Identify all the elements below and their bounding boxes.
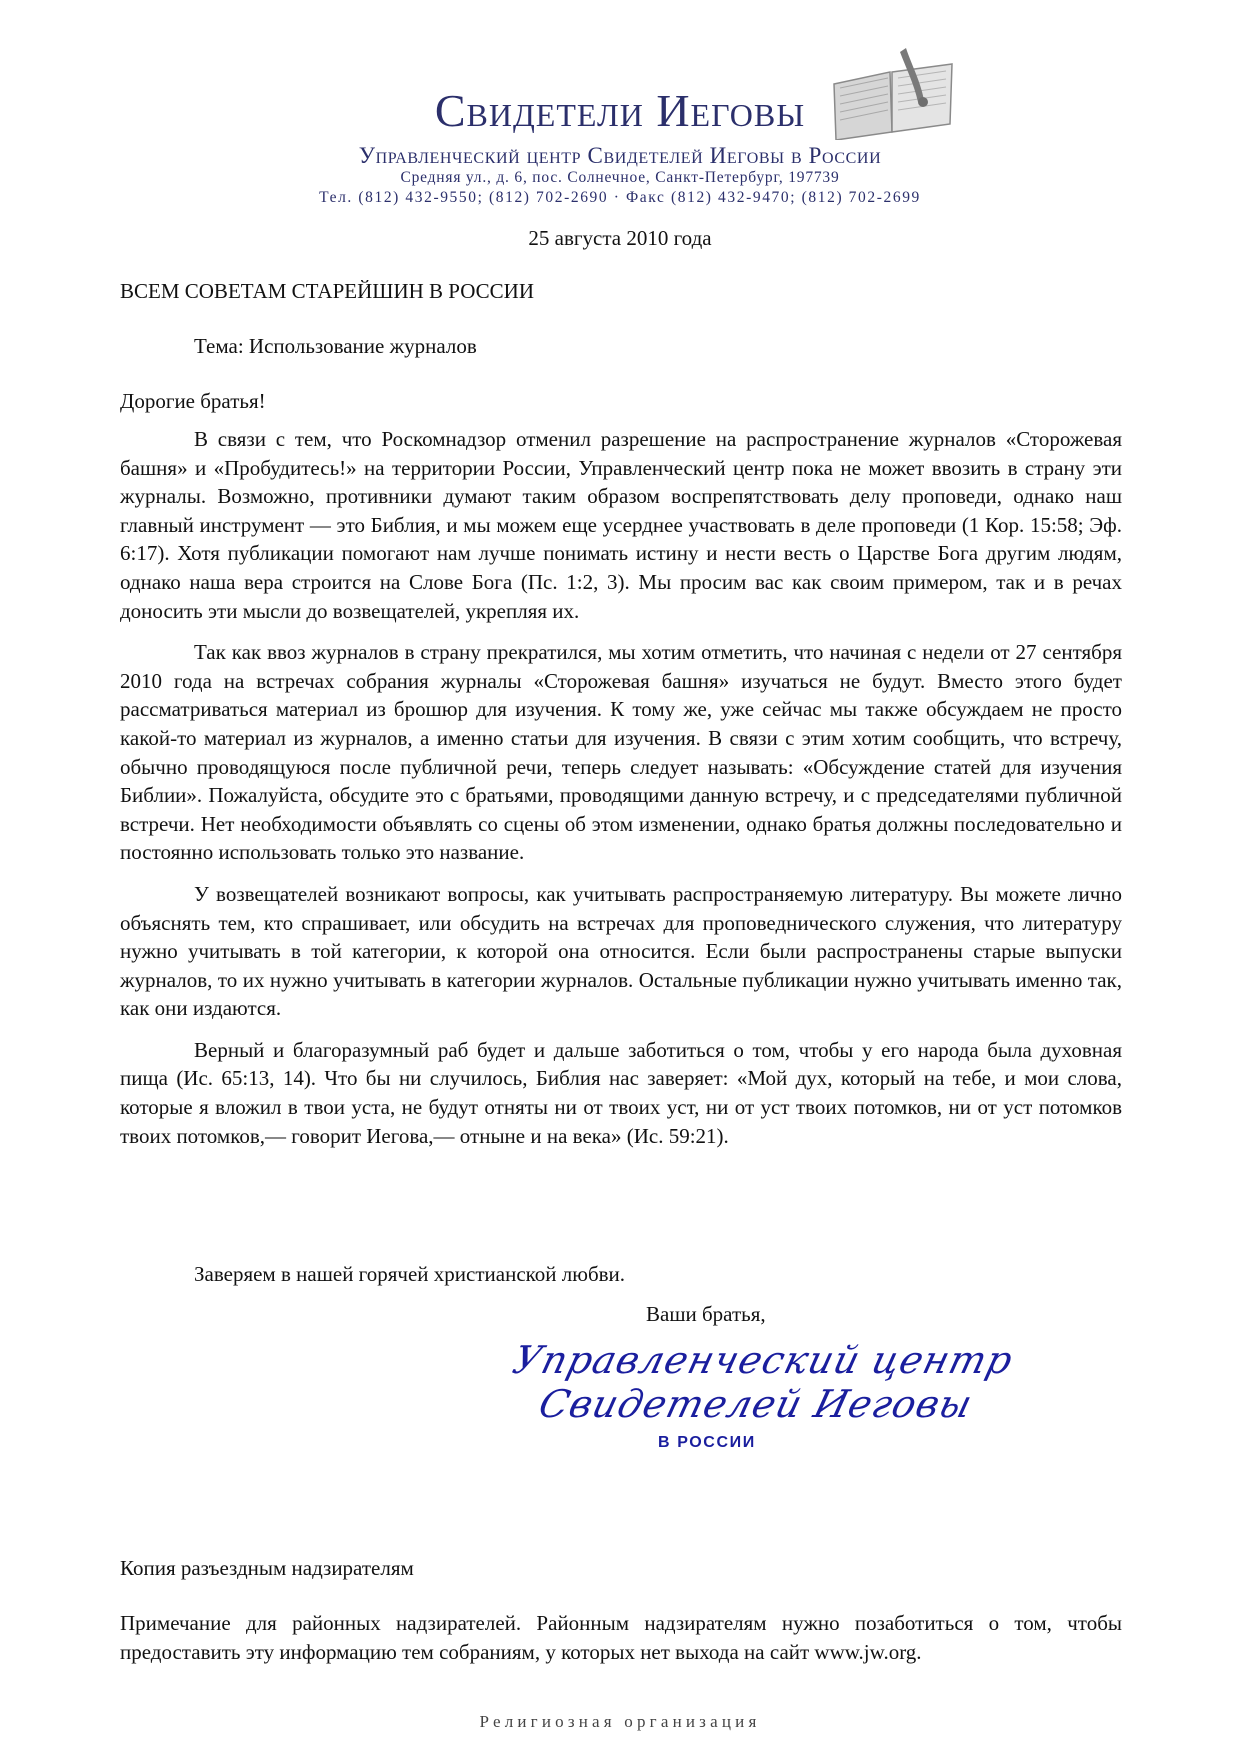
- letter-recipients: ВСЕМ СОВЕТАМ СТАРЕЙШИН В РОССИИ: [120, 279, 534, 303]
- body-paragraph: Верный и благоразумный раб будет и дальше заботиться о том, чтобы у его народа была духовная пища (Ис. 65:13, 14). Что бы ни случилось, Библия нас заверяет: «Мой дух, который на тебе, и мои слова, которые я вложил в твои уста, не будут отняты ни от твоих уст, ни от уст твоих потомков, ни от уст потомков твоих потомков,— говорит Иегова,— отныне и на века» (Ис. 59:21).: [120, 1037, 1122, 1148]
- letter-date: 25 августа 2010 года: [528, 226, 712, 250]
- letter-sign-off: Ваши братья,: [646, 1302, 766, 1326]
- open-bible-icon: [828, 44, 958, 140]
- body-paragraph: В связи с тем, что Роскомнадзор отменил разрешение на распространение журналов «Сторожевая башня» и «Пробудитесь!» на территории России, Управленческий центр пока не может ввозить в страну эти журналы. Возможно, противники думают таким образом воспрепятствовать делу проповеди, однако наш главный инструмент — это Библия, и мы можем еще усерднее участвовать в деле проповеди (1 Кор. 15:58; Эф. 6:17). Хотя публикации помогают нам лучше понимать истину и нести весть о Царстве Бога другим людям, однако наша вера строится на Слове Бога (Пс. 1:2, 3). Мы просим вас как своим примером, так и в речах доносить эти мысли до возвещателей, укрепляя их.: [120, 427, 1122, 623]
- body-paragraph: Так как ввоз журналов в страну прекратился, мы хотим отметить, что начиная с недели от 27 сентября 2010 года на встречах собрания журналы «Сторожевая башня» изучаться не будут. Вместо этого будет рассматриваться материал из брошюр для изучения. К тому же, уже сейчас мы также обсуждаем не просто какой-то материал из журналов, а именно статьи для изучения. В связи с этим хотим сообщить, что встречу, обычно проводящуюся после публичной речи, теперь следует называть: «Обсуждение статей для изучения Библии». Пожалуйста, обсудите это с братьями, проводящими данную встречу, и с председателями публичной встречи. Нет необходимости объявлять со сцены об этом изменении, однако братья должны последовательно и постоянно использовать только это название.: [120, 640, 1122, 865]
- signature-line: Управленческий центр: [508, 1338, 1018, 1382]
- copy-note: Копия разъездным надзирателям: [120, 1556, 414, 1580]
- overseer-footnote: Примечание для районных надзирателей. Районным надзирателям нужно позаботиться о том, чтобы предоставить эту информацию тем собраниям, у которых нет выхода на сайт www.jw.org.: [120, 1611, 1122, 1664]
- letterhead-subtitle: Управленческий центр Свидетелей Иеговы в России: [358, 143, 882, 168]
- page-footer: Религиозная организация: [479, 1712, 761, 1731]
- letter-closing: Заверяем в нашей горячей христианской любви.: [194, 1262, 626, 1286]
- letter-subject: Тема: Использование журналов: [194, 334, 477, 358]
- letter-body: [120, 425, 1122, 1163]
- signature-stamp: [508, 1338, 1018, 1458]
- letterhead-address: Средняя ул., д. 6, пос. Солнечное, Санкт-Петербург, 197739: [400, 169, 840, 186]
- signature-region: В РОССИИ: [658, 1434, 756, 1451]
- letterhead-org-name: Свидетели Иеговы: [434, 85, 806, 136]
- signature-line: Свидетелей Иеговы: [534, 1382, 978, 1426]
- letterhead-phones: Тел. (812) 432-9550; (812) 702-2690 · Факс (812) 432-9470; (812) 702-2699: [319, 189, 921, 206]
- body-paragraph: У возвещателей возникают вопросы, как учитывать распространяемую литературу. Вы можете лично объяснять тем, кто спрашивает, или обсудить на встречах для проповеднического служения, что литературу нужно учитывать в той категории, к которой она относится. Если были распространены старые выпуски журналов, то их нужно учитывать в категории журналов. Остальные публикации нужно учитывать именно так, как они издаются.: [120, 881, 1122, 1021]
- letter-greeting: Дорогие братья!: [120, 389, 266, 413]
